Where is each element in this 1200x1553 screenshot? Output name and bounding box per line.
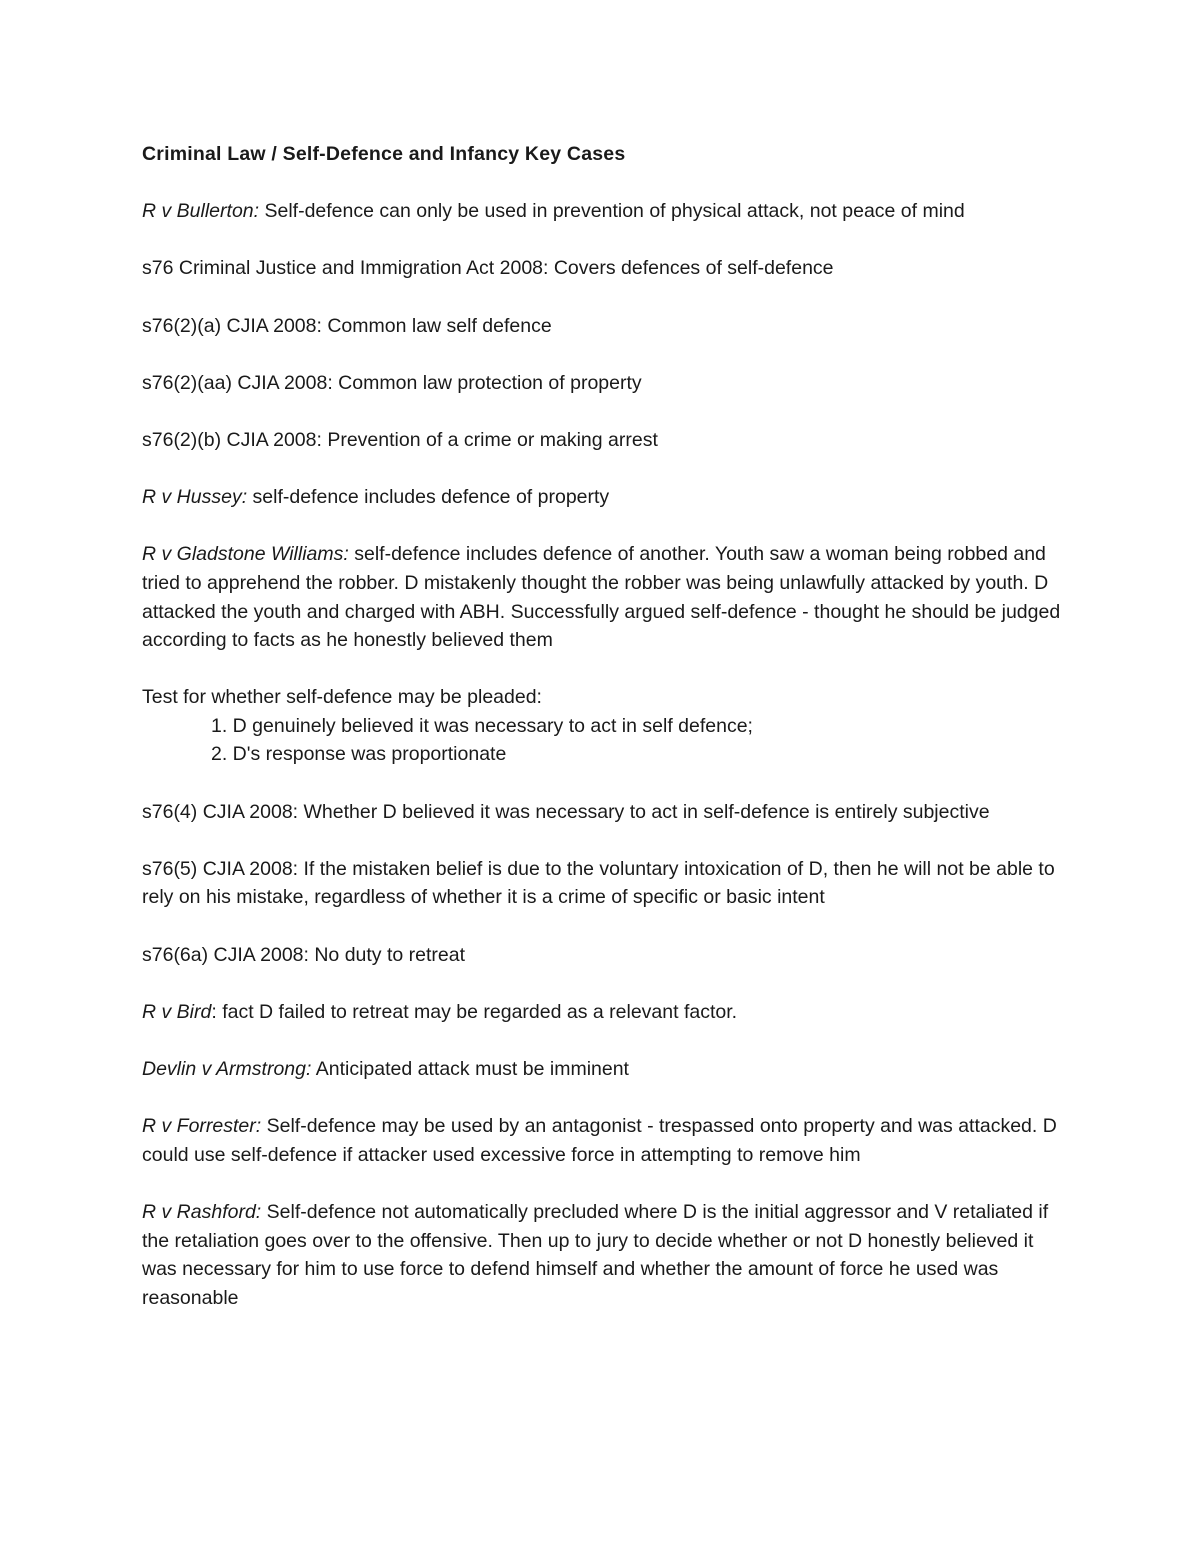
entry-forrester xyxy=(142,1112,1062,1169)
list-item xyxy=(142,740,1062,769)
entry-text: s76(2)(aa) CJIA 2008: Common law protection of property xyxy=(142,371,642,394)
list-number: 1. xyxy=(211,714,228,737)
entry-rashford xyxy=(142,1198,1062,1312)
entry-s76 xyxy=(142,254,1062,283)
entry-text: self-defence includes defence of another. Youth saw a woman being robbed and tried to apprehend the robber. D mistakenly thought the robber was being unlawfully attacked by youth. D attacked the youth and charged with ABH. Successfully argued self-defence - thought he should be judged according to facts as he honestly believed them xyxy=(142,543,1061,652)
entry-text: s76(2)(b) CJIA 2008: Prevention of a crime or making arrest xyxy=(142,428,658,451)
entry-s76-5 xyxy=(142,855,1062,912)
entry-text: Anticipated attack must be imminent xyxy=(311,1058,629,1080)
case-name: R v Bullerton: xyxy=(142,200,260,223)
entry-text: Self-defence can only be used in prevention of physical attack, not peace of mind xyxy=(259,200,965,223)
entry-text: s76(4) CJIA 2008: Whether D believed it was necessary to act in self-defence is entirely subjective xyxy=(142,800,990,823)
entry-text: s76(5) CJIA 2008: If the mistaken belief is due to the voluntary intoxication of D, then he will not be able to rely on his mistake, regardless of whether it is a crime of specific or basic intent xyxy=(142,857,1055,909)
entry-text: s76(2)(a) CJIA 2008: Common law self defence xyxy=(142,314,552,337)
document-title: Criminal Law / Self-Defence and Infancy Key Cases xyxy=(142,143,626,165)
entry-bullerton xyxy=(142,197,1062,226)
case-name: R v Forrester: xyxy=(142,1115,262,1138)
case-name: R v Gladstone Williams: xyxy=(142,543,349,566)
test-intro: Test for whether self-defence may be pleaded: xyxy=(142,686,542,709)
entry-s76-2aa xyxy=(142,369,1062,398)
entry-gladstone-williams xyxy=(142,540,1062,654)
document-page xyxy=(142,140,1062,1341)
entry-text: self-defence includes defence of property xyxy=(247,486,610,509)
list-text: D's response was proportionate xyxy=(227,743,507,766)
entry-s76-4 xyxy=(142,798,1062,827)
case-name: Devlin v Armstrong: xyxy=(142,1058,312,1080)
entry-bird xyxy=(142,998,1062,1027)
entry-text: Self-defence may be used by an antagonist - trespassed onto property and was attacked. D could use self-defence if attacker used excessive force in attempting to remove him xyxy=(142,1115,1057,1166)
entry-s76-6a xyxy=(142,941,1062,970)
entry-s76-2b xyxy=(142,426,1062,455)
entry-devlin xyxy=(142,1055,1062,1084)
entry-s76-2a xyxy=(142,312,1062,341)
entry-text: Self-defence not automatically precluded where D is the initial aggressor and V retaliated if the retaliation goes over to the offensive. Then up to jury to decide whether or not D honestly believed it was necessary for him to use force to defend himself and whether the amount of force he used was reasonable xyxy=(142,1200,1049,1309)
case-name: R v Rashford: xyxy=(142,1200,262,1223)
entry-text: s76 Criminal Justice and Immigration Act 2008: Covers defences of self-defence xyxy=(142,257,834,280)
list-text: D genuinely believed it was necessary to act in self defence; xyxy=(227,714,753,737)
entry-hussey xyxy=(142,483,1062,512)
test-list xyxy=(142,712,1062,769)
entry-text: s76(6a) CJIA 2008: No duty to retreat xyxy=(142,943,466,966)
entry-text: : fact D failed to retreat may be regarded as a relevant factor. xyxy=(211,1000,738,1023)
case-name: R v Hussey: xyxy=(142,486,248,509)
list-number: 2. xyxy=(211,743,228,766)
case-name: R v Bird xyxy=(142,1000,212,1023)
list-item xyxy=(142,712,1062,741)
